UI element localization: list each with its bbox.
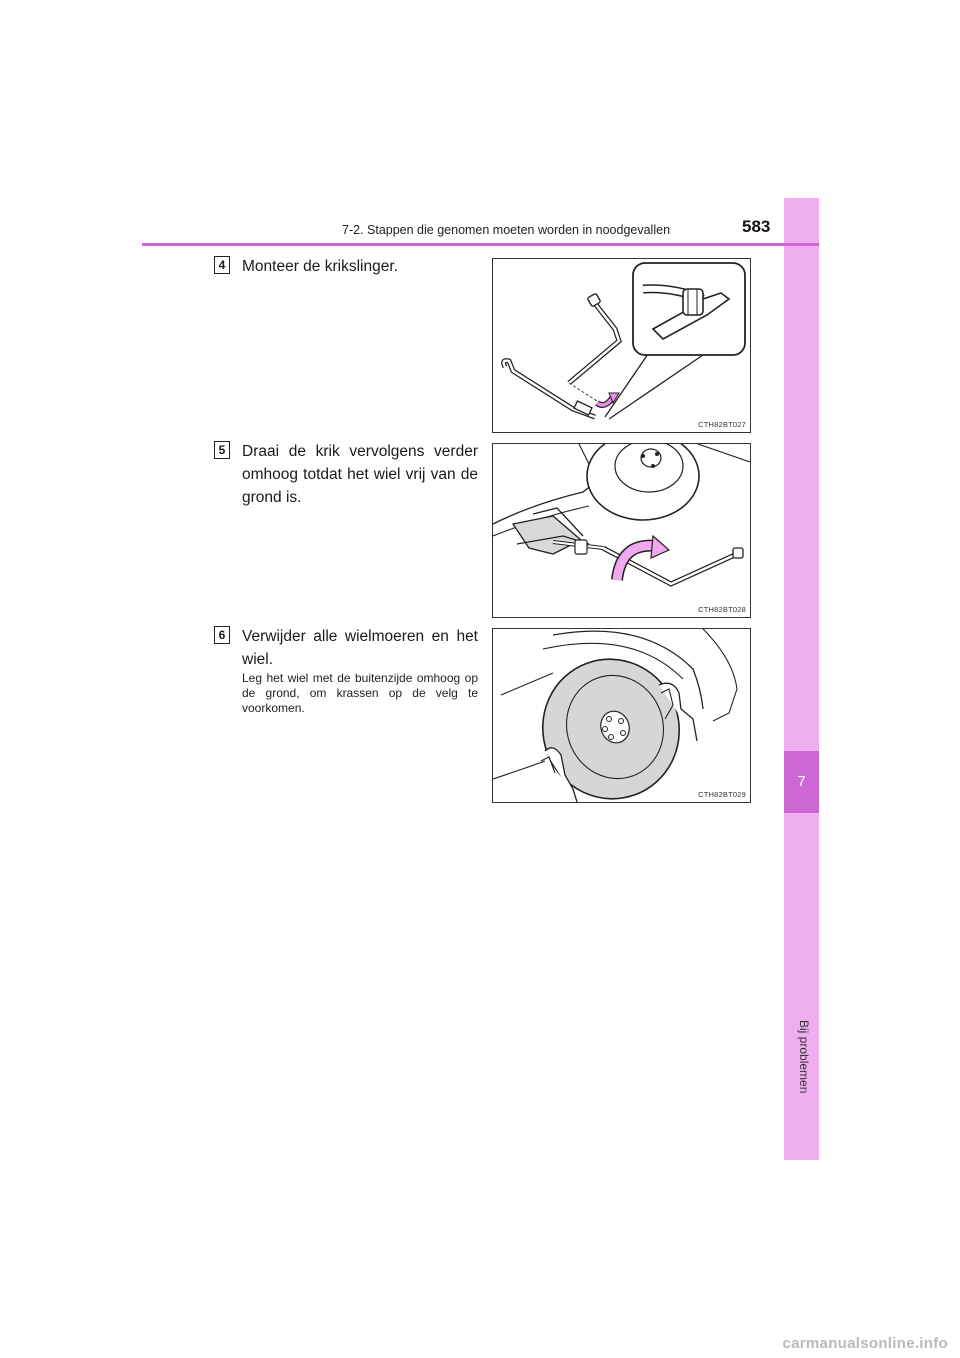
section-title: 7-2. Stappen die genomen moeten worden in noodgevallen bbox=[342, 223, 671, 237]
step-number-badge: 6 bbox=[214, 626, 230, 644]
figure-code: CTH82BT028 bbox=[698, 605, 746, 614]
figure-raise-jack bbox=[492, 443, 751, 618]
step-number-badge: 4 bbox=[214, 256, 230, 274]
jack-handle-illustration bbox=[493, 259, 750, 432]
figure-remove-wheel bbox=[492, 628, 751, 803]
step-text: Verwijder alle wielmoeren en het wiel. bbox=[242, 628, 478, 668]
step-text: Draai de krik vervolgens verder omhoog totdat het wiel vrij van de grond is. bbox=[242, 443, 478, 506]
header-rule bbox=[142, 243, 819, 246]
figure-jack-handle bbox=[492, 258, 751, 433]
figure-code: CTH82BT029 bbox=[698, 790, 746, 799]
chapter-number: 7 bbox=[784, 751, 819, 813]
raise-jack-illustration bbox=[493, 444, 750, 617]
chapter-label: Bij problemen bbox=[797, 1020, 811, 1094]
step-number-badge: 5 bbox=[214, 441, 230, 459]
step-note: Leg het wiel met de buitenzijde omhoog op de grond, om krassen op de velg te voorkomen. bbox=[242, 671, 478, 715]
step-text: Monteer de krikslinger. bbox=[242, 258, 398, 275]
figure-code: CTH82BT027 bbox=[698, 420, 746, 429]
watermark: carmanualsonline.info bbox=[782, 1335, 948, 1352]
chapter-side-tab bbox=[784, 198, 819, 1160]
page-header bbox=[142, 217, 819, 247]
remove-wheel-illustration bbox=[493, 629, 750, 802]
page-number: 583 bbox=[742, 217, 771, 236]
